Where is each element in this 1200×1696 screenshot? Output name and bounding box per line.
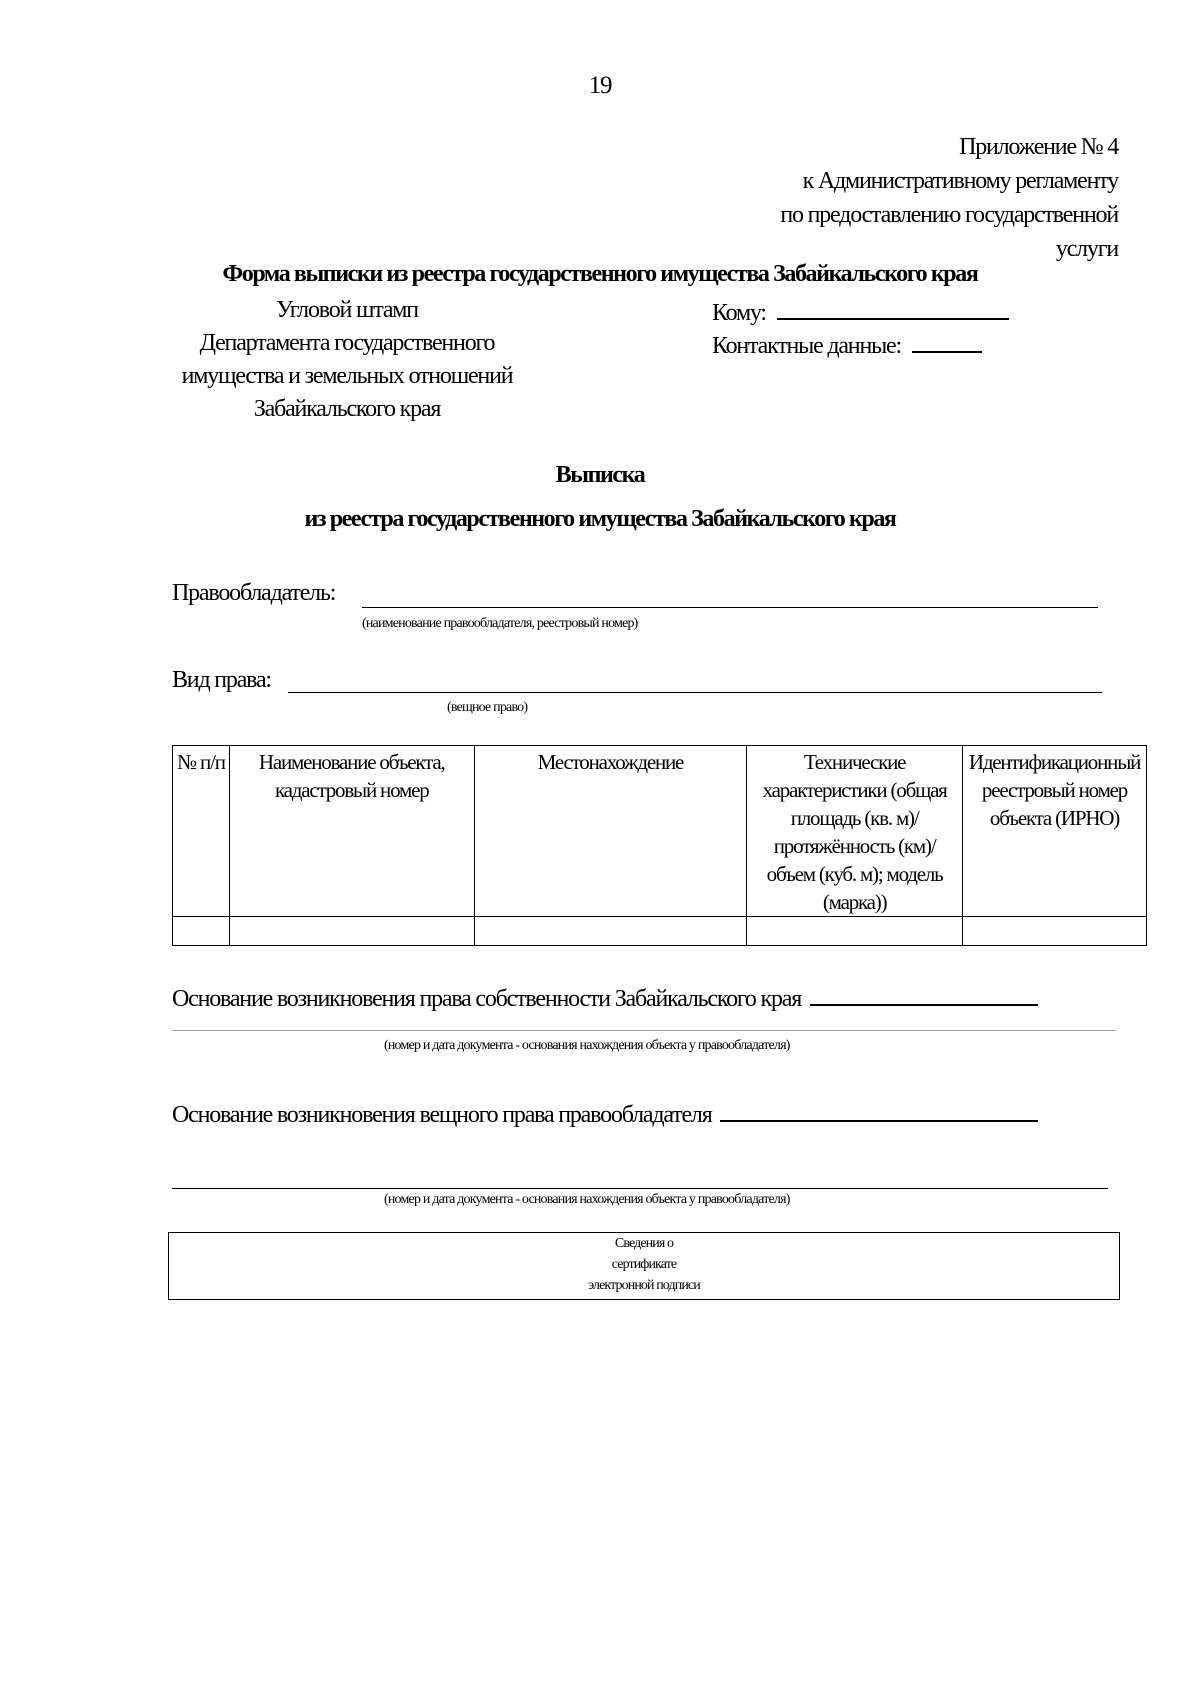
document-subtitle: из реестра государственного имущества Забайкальского края <box>304 506 896 532</box>
header-object-name: Наименование объекта, кадастровый номер <box>229 746 474 917</box>
table-row <box>173 917 1147 946</box>
objects-table <box>172 745 1147 946</box>
ownership-basis-label <box>172 980 1038 1013</box>
owner-input-line[interactable] <box>362 607 1098 608</box>
right-type-input-line[interactable] <box>288 692 1102 693</box>
certificate-line: Сведения о <box>614 1236 674 1251</box>
right-basis-label <box>172 1096 1038 1129</box>
right-basis-second-line[interactable] <box>172 1188 1108 1189</box>
recipient-contact-field[interactable] <box>912 327 982 353</box>
right-basis-text: Основание возникновения вещного права правообладателя <box>172 1102 712 1128</box>
table-cell[interactable] <box>474 917 747 946</box>
right-basis-input-line[interactable] <box>720 1096 1038 1122</box>
appendix-line: Приложение № 4 <box>959 134 1118 160</box>
recipient-to <box>712 294 1009 327</box>
table-cell[interactable] <box>173 917 230 946</box>
page-number: 19 <box>588 72 612 99</box>
stamp-line: Угловой штамп <box>276 297 418 323</box>
ownership-basis-text: Основание возникновения права собственности Забайкальского края <box>172 986 802 1012</box>
right-type-caption: (вещное право) <box>447 700 528 715</box>
header-irno: Идентификационный реестровый номер объекта (ИРНО) <box>963 746 1147 917</box>
ownership-basis-input-line[interactable] <box>810 980 1038 1006</box>
signature-certificate-box <box>168 1232 1120 1300</box>
recipient-contact-label: Контактные данные: <box>712 333 901 359</box>
stamp-line: Департамента государственного <box>199 330 495 356</box>
header-specs: Технические характеристики (общая площадь (кв. м)/ протяжённость (км)/ объем (куб. м); модель (марка)) <box>747 746 963 917</box>
table-cell[interactable] <box>229 917 474 946</box>
appendix-header <box>558 130 1118 266</box>
header-number: № п/п <box>173 746 230 917</box>
ownership-basis-second-line[interactable] <box>172 1030 1116 1031</box>
certificate-line: электронной подписи <box>588 1278 700 1293</box>
table-header-row <box>173 746 1147 917</box>
recipient-to-label: Кому: <box>712 300 766 326</box>
recipient-to-field[interactable] <box>777 294 1009 320</box>
appendix-line: по предоставлению государственной <box>780 202 1118 228</box>
corner-stamp <box>167 294 527 426</box>
form-title: Форма выписки из реестра государственного имущества Забайкальского края <box>222 261 978 287</box>
appendix-line: к Административному регламенту <box>802 168 1118 194</box>
recipient-contacts <box>712 327 982 360</box>
stamp-line: имущества и земельных отношений <box>181 363 513 389</box>
document-title: Выписка <box>555 462 645 488</box>
table-cell[interactable] <box>963 917 1147 946</box>
certificate-line: сертификате <box>611 1257 677 1272</box>
ownership-basis-caption: (номер и дата документа - основания нахождения объекта у правообладателя) <box>384 1038 790 1053</box>
right-basis-caption: (номер и дата документа - основания нахождения объекта у правообладателя) <box>384 1192 790 1207</box>
appendix-line: услуги <box>1055 236 1118 262</box>
owner-label: Правообладатель: <box>172 580 336 606</box>
owner-caption: (наименование правообладателя, реестровый номер) <box>362 616 638 631</box>
right-type-label: Вид права: <box>172 667 271 693</box>
stamp-line: Забайкальского края <box>253 396 441 422</box>
table-cell[interactable] <box>747 917 963 946</box>
header-location: Местонахождение <box>474 746 747 917</box>
